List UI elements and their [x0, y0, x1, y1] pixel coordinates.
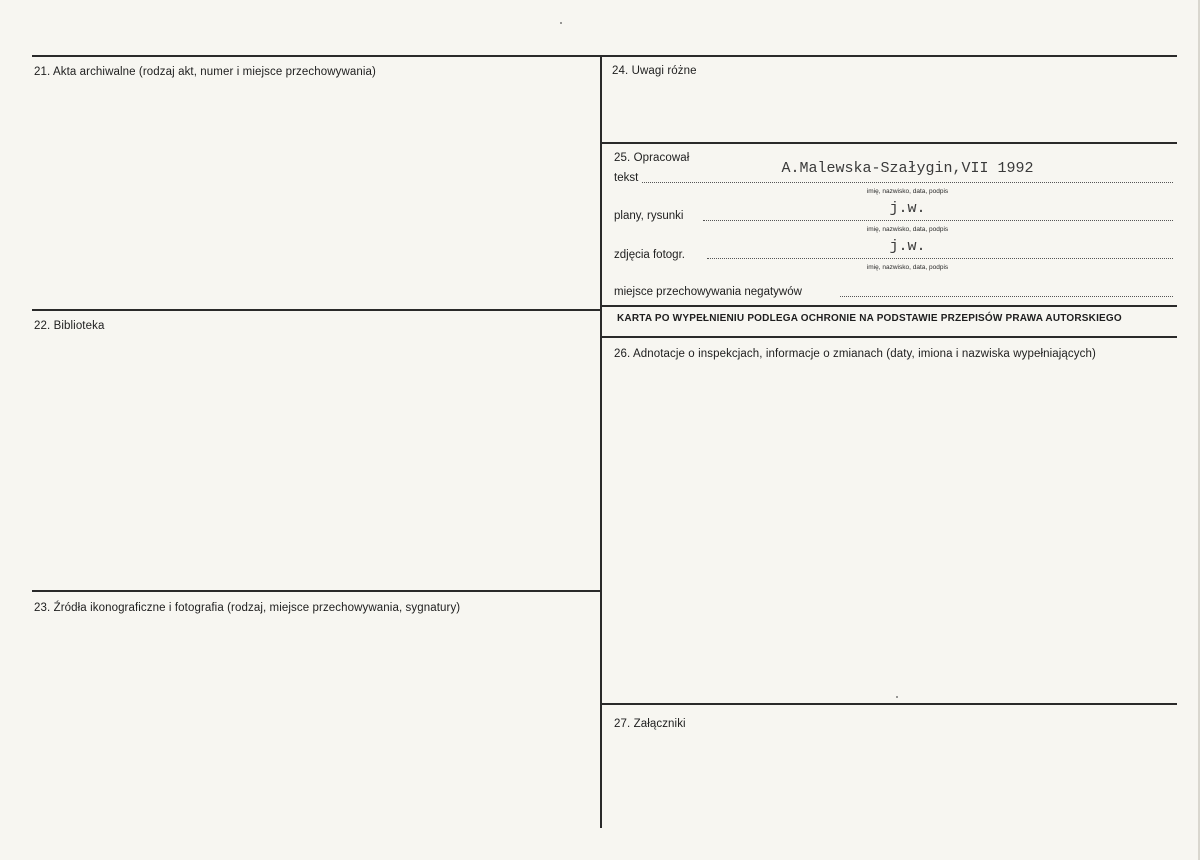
tekst-caption: imię, nazwisko, data, podpis — [866, 188, 949, 195]
top-rule — [32, 55, 1177, 57]
paper-speck — [896, 696, 898, 698]
section-21-label: 21. Akta archiwalne (rodzaj akt, numer i miejsce przechowywania) — [34, 66, 376, 78]
section-22-label: 22. Biblioteka — [34, 320, 105, 332]
negatywy-line — [840, 296, 1173, 297]
tekst-label: tekst — [614, 172, 639, 184]
section-24-label: 24. Uwagi różne — [612, 65, 697, 77]
plany-line — [703, 220, 1173, 221]
section-26-label: 26. Adnotacje o inspekcjach, informacje o zmianach (daty, imiona i nazwiska wypełniających) — [614, 348, 1096, 360]
rule-25-26 — [601, 336, 1177, 338]
plany-caption: imię, nazwisko, data, podpis — [866, 226, 949, 233]
zdjecia-value: j.w. — [889, 238, 926, 255]
zdjecia-caption: imię, nazwisko, data, podpis — [866, 264, 949, 271]
plany-label: plany, rysunki — [614, 210, 684, 222]
tekst-value: A.Malewska-Szałygin,VII 1992 — [781, 160, 1034, 177]
section-27-label: 27. Załączniki — [614, 718, 686, 730]
tekst-line — [642, 182, 1173, 183]
rule-22-23 — [32, 590, 601, 592]
copyright-notice: KARTA PO WYPEŁNIENIU PODLEGA OCHRONIE NA PODSTAWIE PRZEPISÓW PRAWA AUTORSKIEGO — [617, 313, 1122, 324]
rule-26-27 — [601, 703, 1177, 705]
section-25-label: 25. Opracował — [614, 152, 690, 164]
plany-value: j.w. — [889, 200, 926, 217]
section-23-label: 23. Źródła ikonograficzne i fotografia (rodzaj, miejsce przechowywania, sygnatury) — [34, 602, 461, 614]
rule-25-notice — [601, 305, 1177, 307]
paper-speck — [560, 22, 562, 24]
zdjecia-line — [707, 258, 1173, 259]
center-divider — [600, 56, 602, 828]
negatywy-label: miejsce przechowywania negatywów — [614, 286, 802, 298]
rule-24-25 — [601, 142, 1177, 144]
zdjecia-label: zdjęcia fotogr. — [614, 249, 685, 261]
rule-21-22 — [32, 309, 601, 311]
